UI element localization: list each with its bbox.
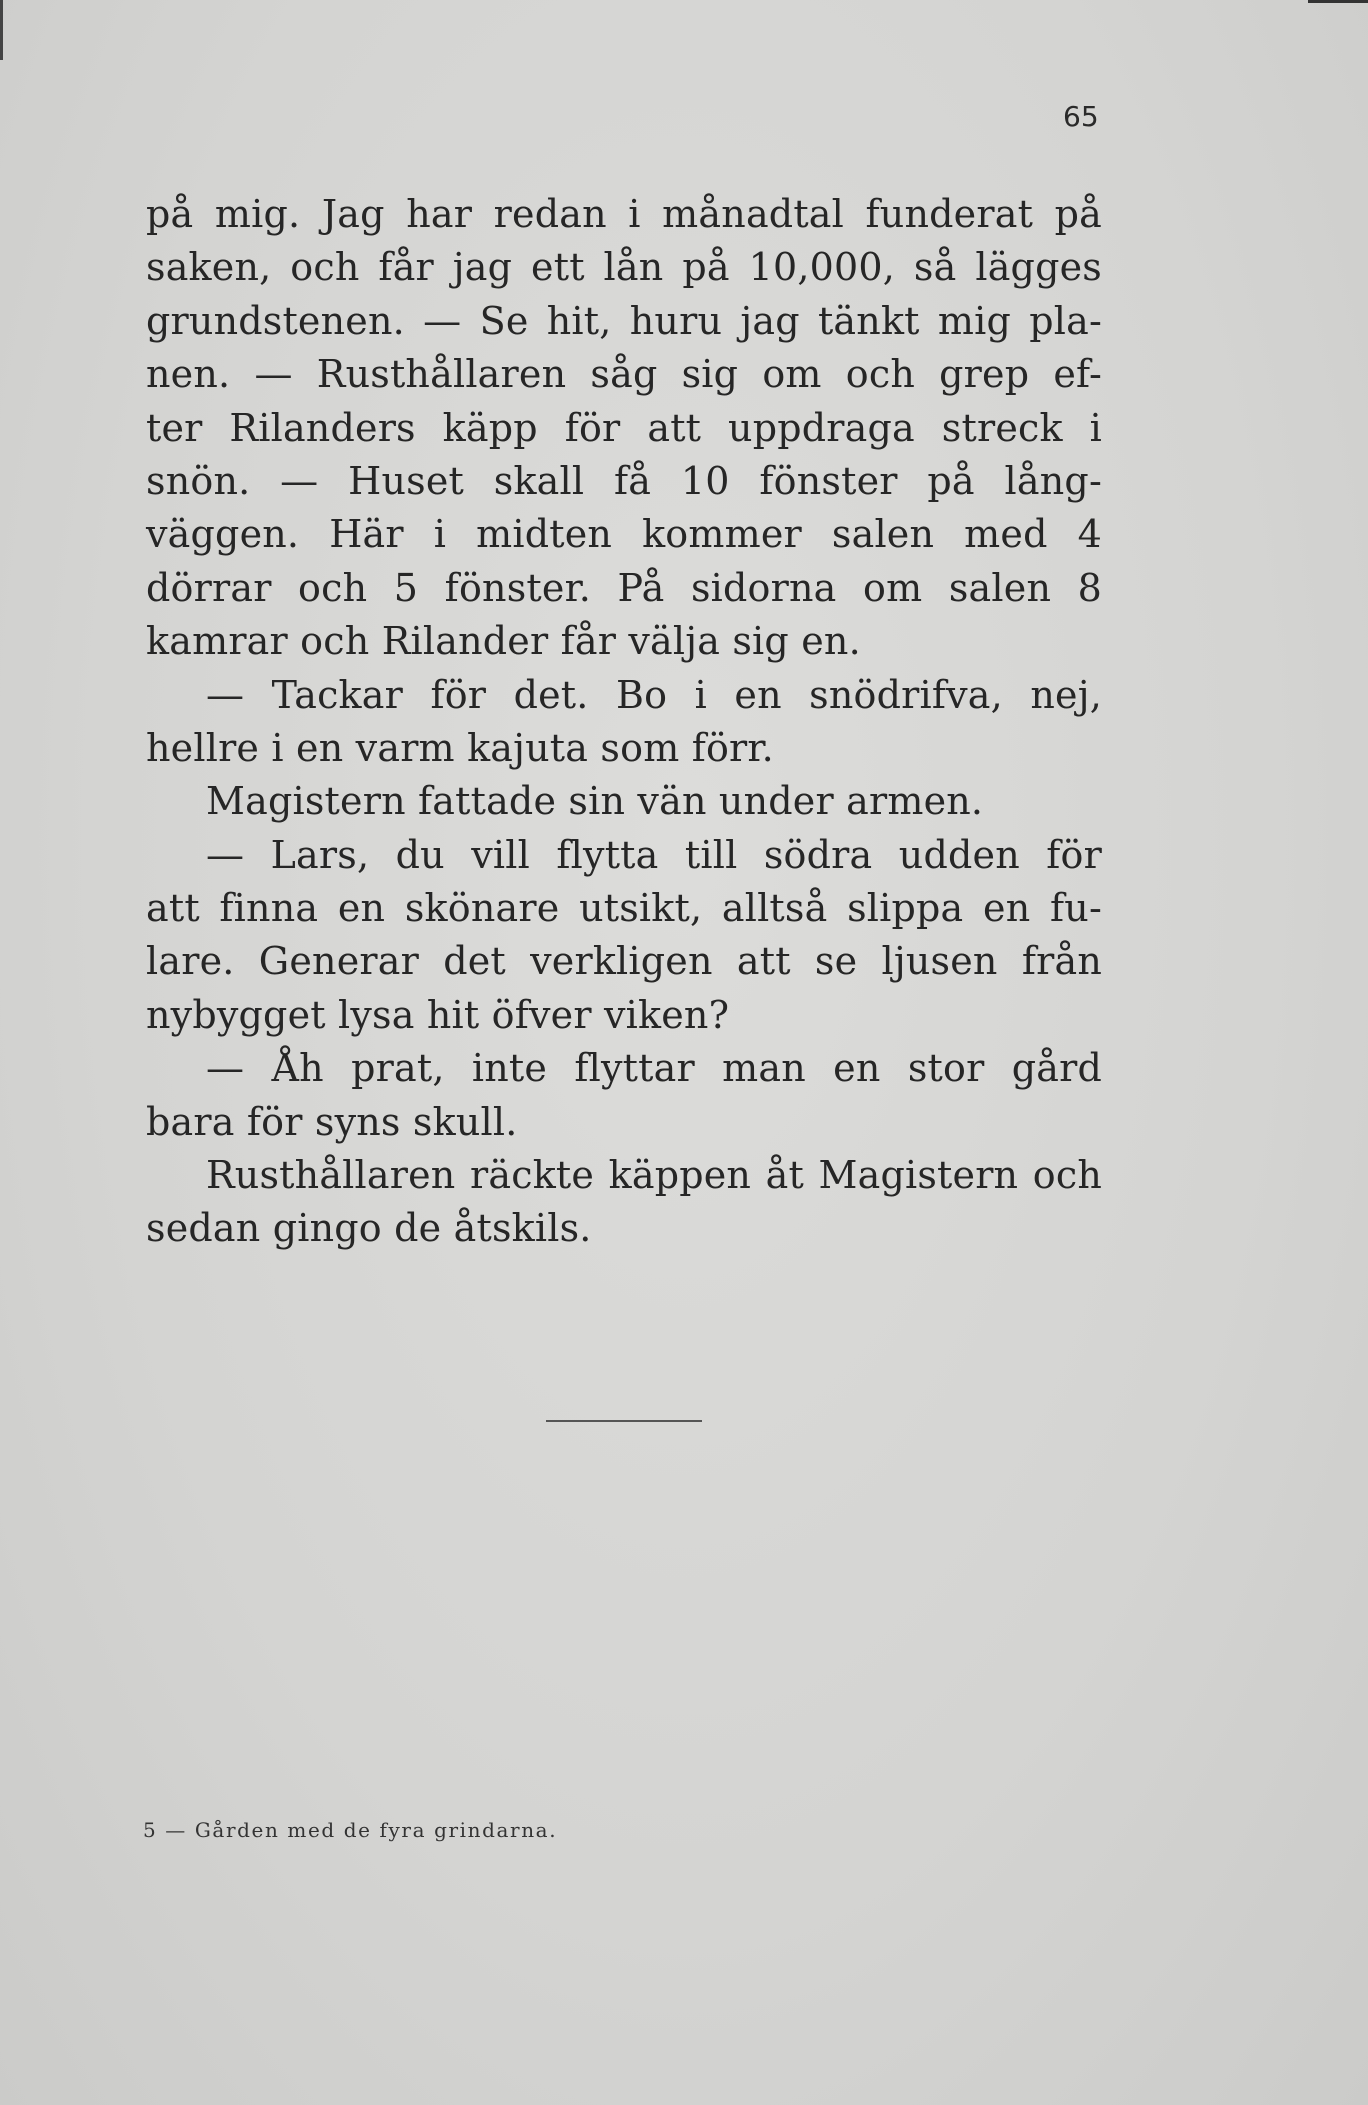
text-line: — Åh prat, inte flyttar man en stor gård [206, 1046, 1102, 1091]
text-line: kamrar och Rilander får välja sig en. [146, 619, 861, 664]
text-line: nybygget lysa hit öfver viken? [146, 992, 730, 1037]
text-line: saken, och får jag ett lån på 10,000, så lägges [146, 245, 1102, 290]
page-number: 65 [1063, 100, 1099, 133]
text-line: grundstenen. — Se hit, huru jag tänkt mig pla- [146, 298, 1102, 343]
text-line: lare. Generar det verkligen att se ljusen från [146, 939, 1102, 984]
text-line: dörrar och 5 fönster. På sidorna om salen 8 [146, 565, 1102, 610]
scan-edge-mark [0, 0, 3, 60]
signature-footer: 5 — Gården med de fyra grindarna. [143, 1818, 558, 1842]
text-line: — Lars, du vill flytta till södra udden för [206, 832, 1102, 877]
text-line: på mig. Jag har redan i månadtal funderat på [146, 192, 1102, 236]
text-line: Magistern fattade sin vän under armen. [206, 779, 984, 824]
body-text [146, 188, 1102, 1256]
text-line: ter Rilanders käpp för att uppdraga streck i [146, 405, 1102, 450]
text-line: Rusthållaren räckte käppen åt Magistern och [206, 1153, 1102, 1198]
text-line: snön. — Huset skall få 10 fönster på lång- [146, 458, 1102, 503]
text-line: — Tackar för det. Bo i en snödrifva, nej, [206, 672, 1102, 717]
scan-corner-mark [1308, 0, 1368, 3]
text-line: hellre i en varm kajuta som förr. [146, 725, 774, 770]
text-line: väggen. Här i midten kommer salen med 4 [146, 512, 1102, 557]
section-divider [546, 1420, 702, 1422]
text-line: bara för syns skull. [146, 1099, 518, 1144]
text-line: sedan gingo de åtskils. [146, 1206, 592, 1251]
text-line: nen. — Rusthållaren såg sig om och grep ef- [146, 352, 1102, 397]
text-line: att finna en skönare utsikt, alltså slippa en fu- [146, 886, 1102, 931]
